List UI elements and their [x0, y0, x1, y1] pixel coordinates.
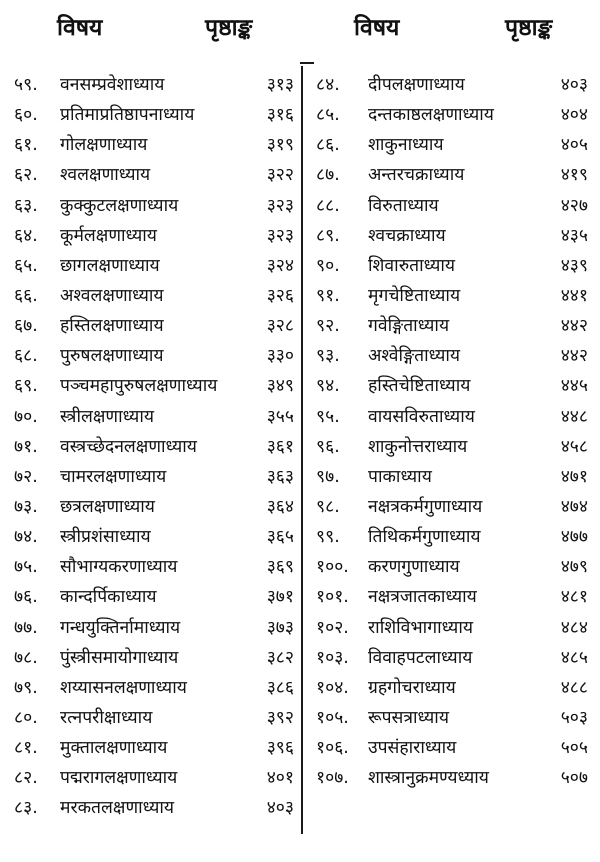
- entry-page-number: ३१९: [266, 135, 294, 156]
- toc-entry: [0, 371, 300, 401]
- entry-page-number: ५०५: [560, 738, 588, 759]
- toc-entry: [0, 100, 300, 130]
- entry-page-number: ४०३: [266, 798, 294, 819]
- entry-page-number: ३४९: [266, 376, 294, 397]
- toc-entry: [308, 402, 600, 432]
- entry-number: ६९.: [14, 376, 38, 397]
- entry-title: वायसविरुताध्याय: [368, 406, 475, 427]
- entry-title: दन्तकाष्ठलक्षणाध्याय: [368, 105, 494, 126]
- entry-title: प्रतिमाप्रतिष्ठापनाध्याय: [60, 105, 195, 126]
- entry-page-number: ४०१: [266, 768, 294, 789]
- entry-number: ७७.: [14, 617, 38, 638]
- entry-number: १०३.: [316, 647, 349, 668]
- toc-entry: [308, 130, 600, 160]
- entry-page-number: ४८८: [560, 677, 588, 698]
- entry-number: ७५.: [14, 557, 38, 578]
- entry-title: श्वलक्षणाध्याय: [60, 165, 151, 186]
- toc-entry: [308, 673, 600, 703]
- entry-title: विवाहपटलाध्याय: [368, 647, 473, 668]
- entry-page-number: ३८२: [266, 647, 294, 668]
- entry-title: दीपलक्षणाध्याय: [368, 75, 465, 95]
- entry-title: पद्मरागलक्षणाध्याय: [60, 768, 178, 789]
- entry-number: ७६.: [14, 587, 38, 608]
- toc-entry: [0, 281, 300, 311]
- entry-page-number: ३६१: [266, 436, 294, 457]
- entry-number: ७०.: [14, 406, 38, 427]
- entry-number: ९०.: [316, 255, 340, 276]
- toc-entry: [0, 462, 300, 492]
- entry-number: ८६.: [316, 135, 340, 156]
- toc-entry: [0, 673, 300, 703]
- toc-entry: [308, 70, 600, 100]
- entry-page-number: ५०७: [560, 768, 588, 789]
- toc-entry: [0, 251, 300, 281]
- toc-entry: [0, 522, 300, 552]
- toc-entry: [0, 311, 300, 341]
- entry-title: पुंस्त्रीसमायोगाध्याय: [60, 647, 179, 668]
- subject-header-right: विषय: [354, 15, 400, 41]
- entry-page-number: ४४५: [560, 376, 588, 397]
- entry-page-number: ४४१: [560, 285, 588, 306]
- entry-number: ७३.: [14, 496, 38, 517]
- entry-number: १०५.: [316, 707, 349, 728]
- entry-title: ग्रहगोचराध्याय: [368, 677, 456, 698]
- entry-title: शाकुनाध्याय: [368, 135, 444, 156]
- entry-number: ९८.: [316, 496, 340, 517]
- entry-number: ९१.: [316, 285, 340, 306]
- toc-entry: [308, 552, 600, 582]
- entry-number: ८८.: [316, 195, 340, 216]
- entry-page-number: ४३९: [560, 255, 588, 276]
- entry-title: पुरुषलक्षणाध्याय: [60, 346, 164, 367]
- entry-page-number: ४०३: [560, 75, 588, 95]
- entry-title: गन्धयुक्तिर्नामाध्याय: [60, 617, 181, 638]
- toc-entry: [308, 191, 600, 221]
- entry-page-number: ३१३: [266, 75, 294, 95]
- column-divider: [301, 66, 303, 834]
- entry-title: स्त्रीप्रशंसाध्याय: [60, 527, 151, 548]
- entry-title: शास्त्रानुक्रमण्यध्याय: [368, 768, 489, 789]
- toc-entry: [308, 432, 600, 462]
- entry-page-number: ४४८: [560, 406, 588, 427]
- toc-entry: [308, 371, 600, 401]
- entry-page-number: ३७३: [266, 617, 294, 638]
- entry-number: ८१.: [14, 738, 38, 759]
- entry-page-number: ३६९: [266, 557, 294, 578]
- toc-entry: [308, 492, 600, 522]
- entry-title: करणगुणाध्याय: [368, 557, 460, 578]
- entry-title: शय्यासनलक्षणाध्याय: [60, 677, 187, 698]
- entry-title: रत्नपरीक्षाध्याय: [60, 707, 153, 728]
- entry-number: ९९.: [316, 527, 340, 548]
- toc-entry: [0, 191, 300, 221]
- entry-page-number: ४०४: [560, 105, 588, 126]
- entry-page-number: ५०३: [560, 707, 588, 728]
- entry-page-number: ३२२: [266, 165, 294, 186]
- toc-entry: [0, 582, 300, 612]
- entry-number: ६८.: [14, 346, 38, 367]
- entry-page-number: ४८१: [560, 587, 588, 608]
- entry-number: ५९.: [14, 75, 38, 95]
- right-entries-list: [308, 70, 600, 793]
- entry-title: पञ्चमहापुरुषलक्षणाध्याय: [60, 376, 218, 397]
- toc-entry: [0, 341, 300, 371]
- entry-number: ९२.: [316, 316, 340, 337]
- toc-entry: [308, 582, 600, 612]
- column-divider-top: [300, 62, 314, 64]
- entry-title: गोलक्षणाध्याय: [60, 135, 148, 156]
- entry-title: कान्दर्पिकाध्याय: [60, 587, 157, 608]
- entry-title: अन्तरचक्राध्याय: [368, 165, 465, 186]
- entry-page-number: ४१९: [560, 165, 588, 186]
- entry-title: वस्त्रच्छेदनलक्षणाध्याय: [60, 436, 197, 457]
- entry-page-number: ३८६: [266, 677, 294, 698]
- toc-entry: [308, 160, 600, 190]
- entry-number: ९७.: [316, 466, 340, 487]
- entry-page-number: ३६५: [266, 527, 294, 548]
- toc-entry: [0, 130, 300, 160]
- toc-entry: [0, 643, 300, 673]
- entry-number: ७८.: [14, 647, 38, 668]
- entry-page-number: ४४२: [560, 346, 588, 367]
- entry-page-number: ३२३: [266, 195, 294, 216]
- entry-page-number: ३२८: [266, 316, 294, 337]
- entry-page-number: ३७१: [266, 587, 294, 608]
- entry-page-number: ४७४: [560, 496, 588, 517]
- entry-title: छागलक्षणाध्याय: [60, 255, 160, 276]
- entry-title: नक्षत्रजातकाध्याय: [368, 587, 477, 608]
- entry-title: पाकाध्याय: [368, 466, 432, 487]
- entry-number: ६४.: [14, 225, 38, 246]
- entry-number: ९५.: [316, 406, 340, 427]
- entry-number: ६५.: [14, 255, 38, 276]
- entry-title: शाकुनोत्तराध्याय: [368, 436, 468, 457]
- entry-number: ९३.: [316, 346, 340, 367]
- entry-page-number: ३२६: [266, 285, 294, 306]
- entry-title: राशिविभागाध्याय: [368, 617, 474, 638]
- entry-number: १०१.: [316, 587, 349, 608]
- entry-page-number: ३५५: [266, 406, 294, 427]
- entry-page-number: ३६४: [266, 496, 294, 517]
- entry-page-number: ३२३: [266, 225, 294, 246]
- entry-title: मुक्तालक्षणाध्याय: [60, 738, 168, 759]
- entry-page-number: ३१६: [266, 105, 294, 126]
- toc-entry: [0, 160, 300, 190]
- entry-title: अश्वलक्षणाध्याय: [60, 285, 164, 306]
- entry-page-number: ३६३: [266, 466, 294, 487]
- toc-entry: [308, 522, 600, 552]
- toc-entry: [308, 100, 600, 130]
- entry-number: ८०.: [14, 707, 38, 728]
- page-header-right: पृष्ठाङ्क: [505, 15, 553, 41]
- entry-title: अश्वेङ्गिताध्याय: [368, 346, 461, 367]
- entry-title: छत्रलक्षणाध्याय: [60, 496, 155, 517]
- toc-entry: [0, 221, 300, 251]
- toc-entry: [308, 341, 600, 371]
- entry-title: मरकतलक्षणाध्याय: [60, 798, 175, 819]
- toc-entry: [0, 432, 300, 462]
- toc-entry: [0, 613, 300, 643]
- entry-number: ८४.: [316, 75, 340, 95]
- entry-page-number: ४५८: [560, 436, 588, 457]
- toc-entry: [308, 763, 600, 793]
- toc-entry: [308, 251, 600, 281]
- entry-title: कूर्मलक्षणाध्याय: [60, 225, 157, 246]
- entry-number: ७२.: [14, 466, 38, 487]
- toc-entry: [0, 70, 300, 100]
- toc-entry: [308, 311, 600, 341]
- entry-page-number: ३९६: [266, 738, 294, 759]
- entry-number: १०६.: [316, 738, 349, 759]
- entry-page-number: ४८४: [560, 617, 588, 638]
- toc-entry: [0, 733, 300, 763]
- entry-title: सौभाग्यकरणाध्याय: [60, 557, 178, 578]
- entry-title: उपसंहाराध्याय: [368, 738, 457, 759]
- entry-page-number: ३९२: [266, 707, 294, 728]
- entry-page-number: ३२४: [266, 255, 294, 276]
- entry-title: तिथिकर्मगुणाध्याय: [368, 527, 481, 548]
- toc-entry: [308, 703, 600, 733]
- entry-number: ६३.: [14, 195, 38, 216]
- toc-entry: [308, 221, 600, 251]
- entry-number: ८५.: [316, 105, 340, 126]
- toc-entry: [0, 763, 300, 793]
- entry-number: १०२.: [316, 617, 349, 638]
- entry-title: रूपसत्राध्याय: [368, 707, 449, 728]
- entry-number: ९४.: [316, 376, 340, 397]
- entry-title: चामरलक्षणाध्याय: [60, 466, 167, 487]
- entry-title: शिवारुताध्याय: [368, 255, 456, 276]
- entry-number: ७९.: [14, 677, 38, 698]
- entry-number: १०४.: [316, 677, 349, 698]
- toc-entry: [0, 402, 300, 432]
- entry-page-number: ४८५: [560, 647, 588, 668]
- toc-entry: [308, 281, 600, 311]
- toc-entry: [0, 552, 300, 582]
- entry-page-number: ४२७: [560, 195, 588, 216]
- entry-title: कुक्कुटलक्षणाध्याय: [60, 195, 179, 216]
- toc-entry: [0, 703, 300, 733]
- entry-number: ८३.: [14, 798, 38, 819]
- toc-entry: [0, 793, 300, 823]
- entry-page-number: ४४२: [560, 316, 588, 337]
- entry-title: नक्षत्रकर्मगुणाध्याय: [368, 496, 483, 517]
- entry-page-number: ४३५: [560, 225, 588, 246]
- entry-number: १०७.: [316, 768, 349, 789]
- entry-number: ८२.: [14, 768, 38, 789]
- entry-page-number: ४०५: [560, 135, 588, 156]
- toc-entry: [308, 462, 600, 492]
- entry-title: मृगचेष्टिताध्याय: [368, 285, 461, 306]
- toc-entry: [0, 492, 300, 522]
- page-header-left: पृष्ठाङ्क: [205, 15, 253, 41]
- entry-title: हस्तिचेष्टिताध्याय: [368, 376, 471, 397]
- entry-page-number: ३३०: [266, 346, 294, 367]
- entry-title: विरुताध्याय: [368, 195, 439, 216]
- entry-page-number: ४७७: [560, 527, 588, 548]
- entry-number: ६०.: [14, 105, 38, 126]
- entry-number: ६१.: [14, 135, 38, 156]
- entry-title: श्वचक्राध्याय: [368, 225, 446, 246]
- entry-title: हस्तिलक्षणाध्याय: [60, 316, 164, 337]
- entry-number: ७४.: [14, 527, 38, 548]
- entry-number: १००.: [316, 557, 349, 578]
- entry-number: ९६.: [316, 436, 340, 457]
- left-entries-list: [0, 70, 300, 824]
- entry-number: ८९.: [316, 225, 340, 246]
- entry-number: ६६.: [14, 285, 38, 306]
- entry-title: स्त्रीलक्षणाध्याय: [60, 406, 155, 427]
- entry-number: ६७.: [14, 316, 38, 337]
- entry-page-number: ४७९: [560, 557, 588, 578]
- entry-page-number: ४७१: [560, 466, 588, 487]
- toc-entry: [308, 643, 600, 673]
- entry-title: गवेङ्गिताध्याय: [368, 316, 450, 337]
- entry-number: ६२.: [14, 165, 38, 186]
- entry-number: ८७.: [316, 165, 340, 186]
- subject-header-left: विषय: [57, 15, 103, 41]
- entry-title: वनसम्प्रवेशाध्याय: [60, 75, 165, 95]
- toc-entry: [308, 733, 600, 763]
- entry-number: ७१.: [14, 436, 38, 457]
- toc-entry: [308, 613, 600, 643]
